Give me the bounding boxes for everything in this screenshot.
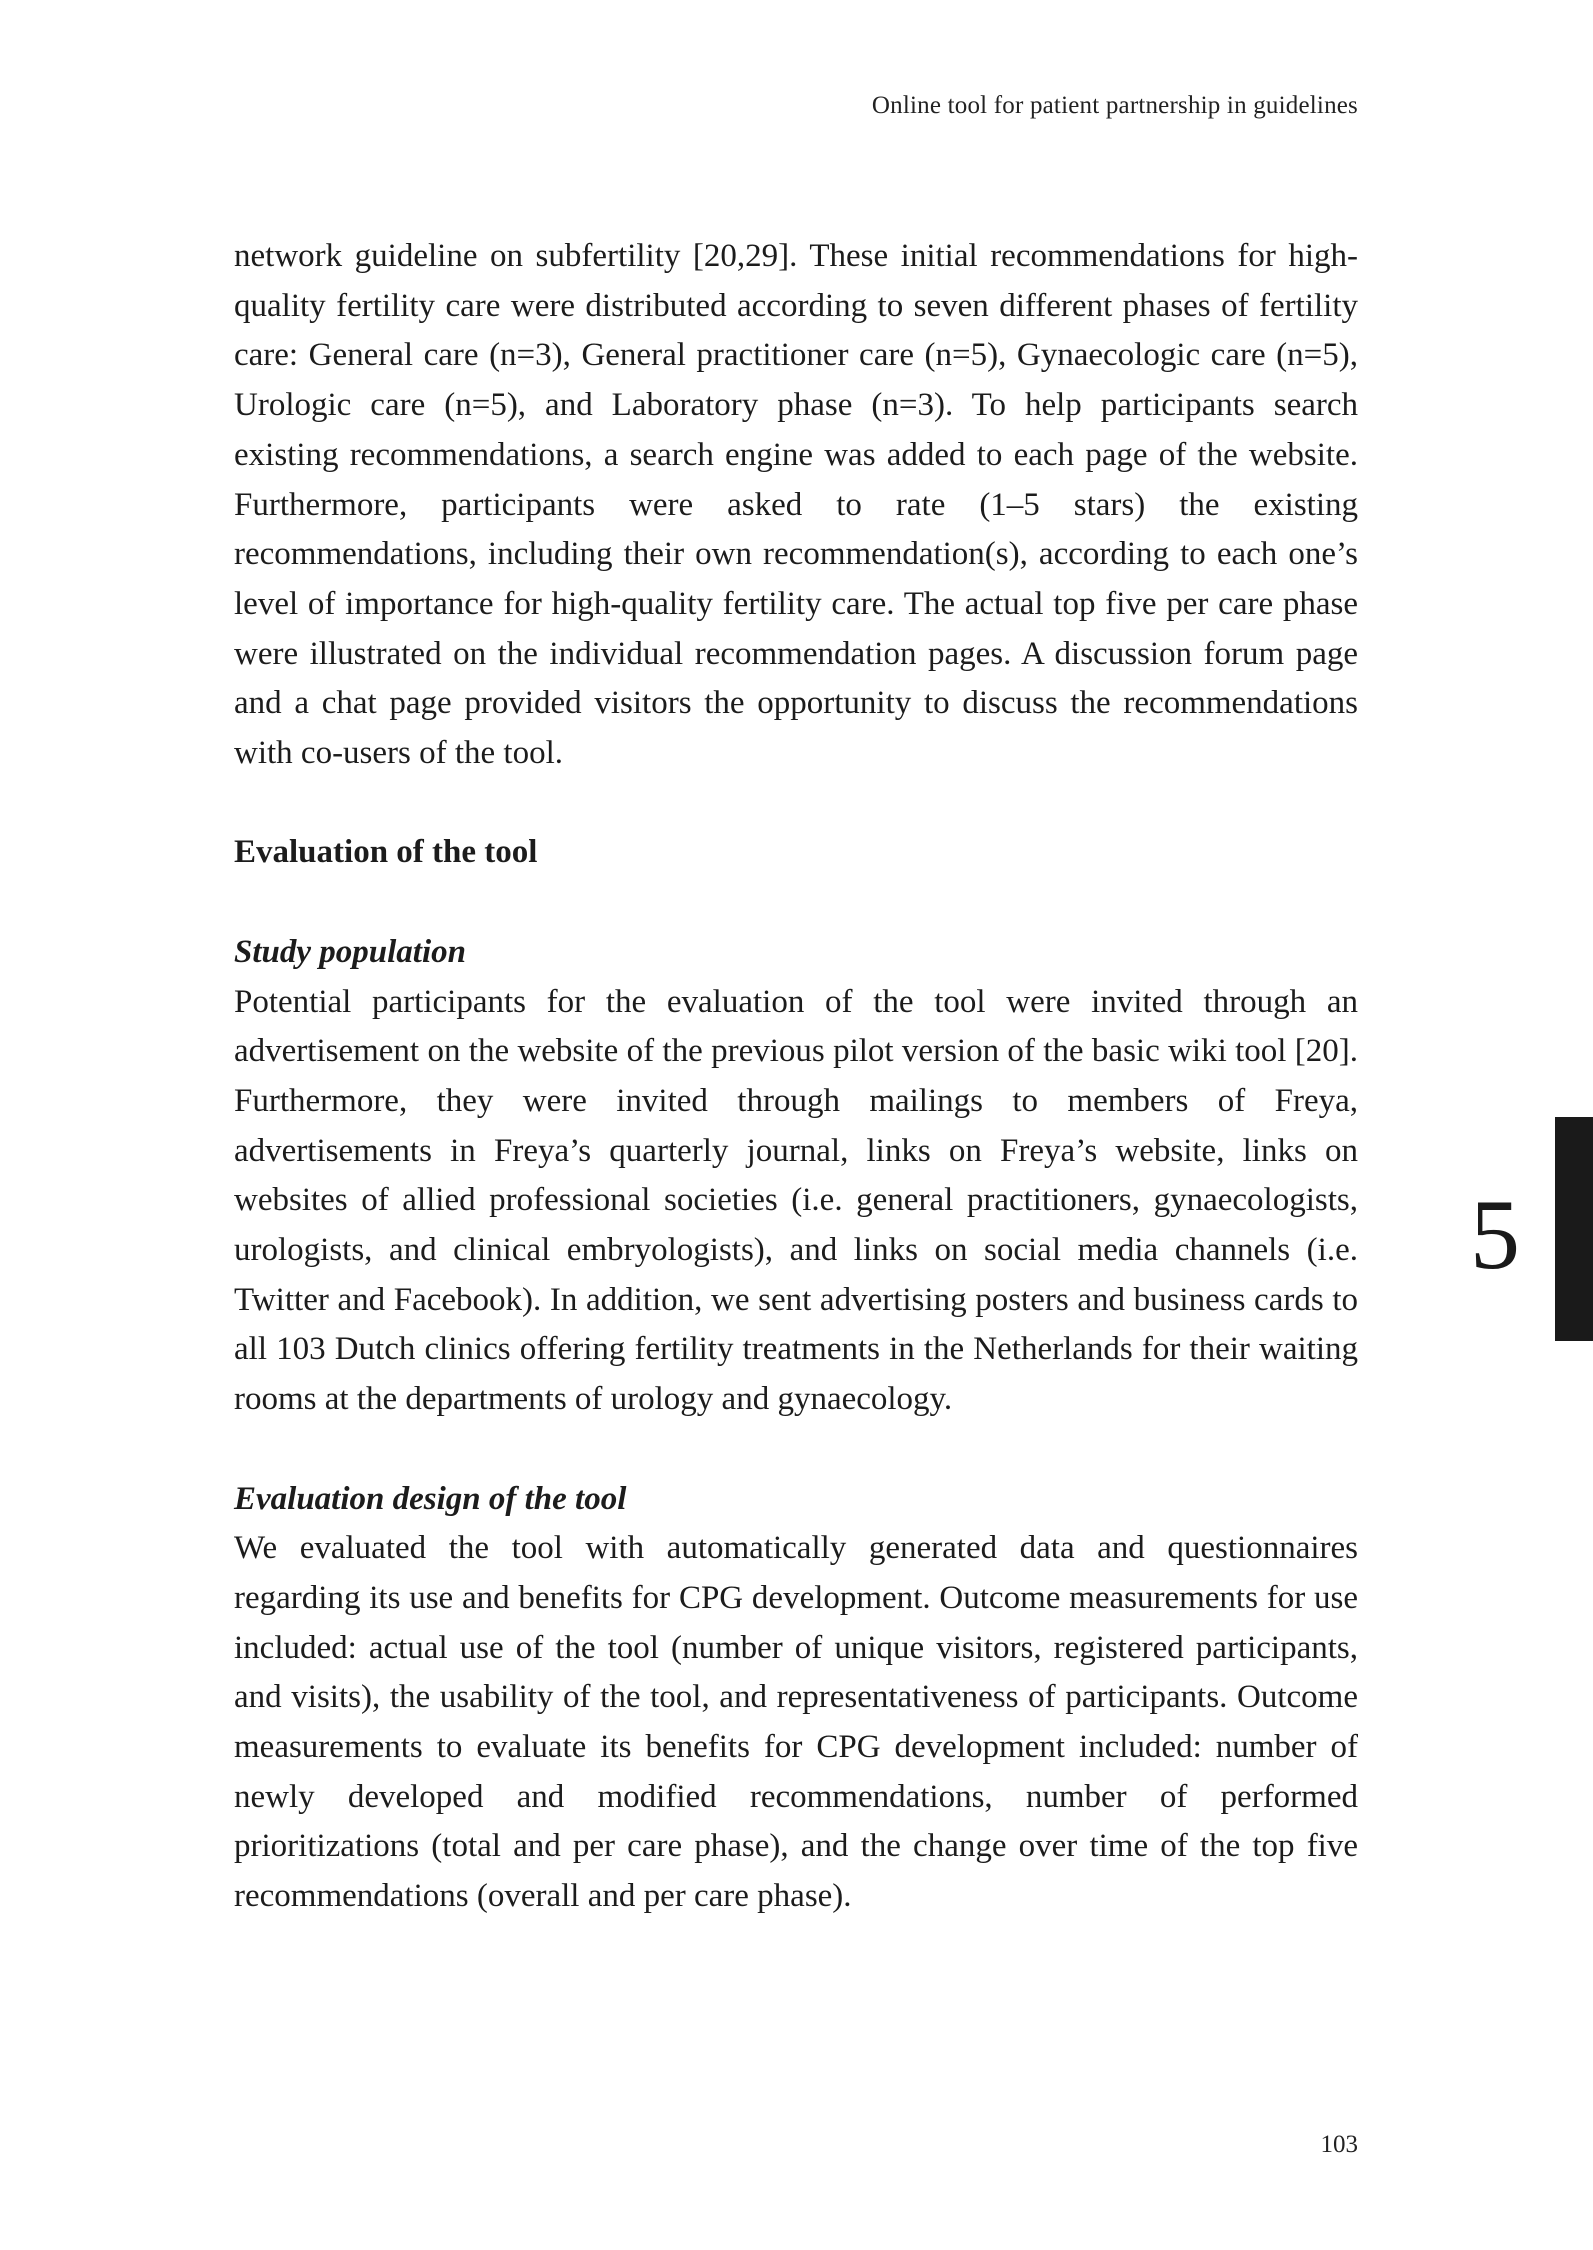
study-population-heading: Study population: [234, 933, 466, 970]
evaluation-design-paragraph: We evaluated the tool with automatically generated data and questionnaires regarding its use and benefits for CPG development. Outcome measurements for use included: actual use of the tool (number of unique visitors, registered participants, and visits), the usability of the tool, and representativeness of participants. Outcome measurements to evaluate its benefits for CPG development included: number of newly developed and modified recommendations, number of performed prioritizations (total and per care phase), and the change over time of the top five recommendations (overall and per care phase).: [234, 1530, 1358, 1915]
intro-paragraph: network guideline on subfertility [20,29]. These initial recommendations for high-quality fertility care were distributed according to seven different phases of fertility care: General care (n=3), General practitioner care (n=5), Gynaecologic care (n=5), Urologic care (n=5), and Laboratory phase (n=3). To help participants search existing recommendations, a search engine was added to each page of the website. Furthermore, participants were asked to rate (1–5 stars) the existing recommendations, including their own recommendation(s), according to each one’s level of importance for high-quality fertility care. The actual top five per care phase were illustrated on the individual recommendation pages. A discussion forum page and a chat page provided visitors the opportunity to discuss the recommendations with co-users of the tool.: [234, 238, 1358, 772]
chapter-thumb-tab: [1555, 1117, 1593, 1341]
running-header: Online tool for patient partnership in guidelines: [871, 92, 1358, 119]
chapter-number: 5: [1470, 1179, 1520, 1290]
study-population-paragraph: Potential participants for the evaluation of the tool were invited through an advertisement on the website of the previous pilot version of the basic wiki tool [20]. Furthermore, they were invited through mailings to members of Freya, advertisements in Freya’s quarterly journal, links on Freya’s website, links on websites of allied professional societies (i.e. general practitioners, gynaecologists, urologists, and clinical embryologists), and links on social media channels (i.e. Twitter and Facebook). In addition, we sent advertising posters and business cards to all 103 Dutch clinics offering fertility treatments in the Netherlands for their waiting rooms at the departments of urology and gynaecology.: [234, 983, 1358, 1418]
evaluation-design-heading: Evaluation design of the tool: [234, 1480, 627, 1517]
section-heading: Evaluation of the tool: [234, 834, 538, 871]
page-body: [234, 232, 1358, 1922]
paragraph-spacer: [234, 1425, 1358, 1475]
page-number: 103: [1320, 2131, 1358, 2158]
